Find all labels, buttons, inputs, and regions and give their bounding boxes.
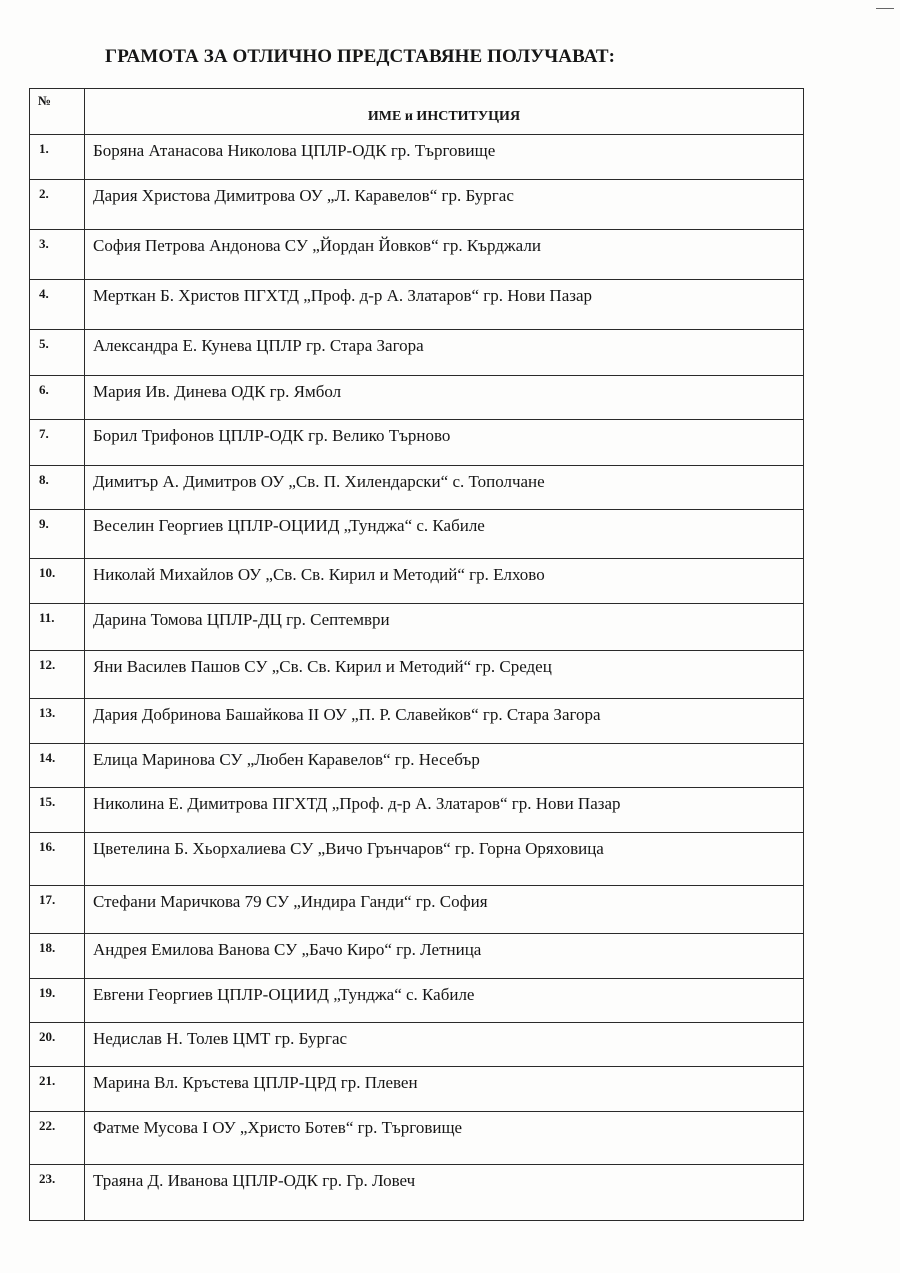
award-recipients-table (29, 88, 804, 1221)
row-name-institution: Дарина Томова ЦПЛР-ДЦ гр. Септември (85, 604, 804, 651)
table-row (30, 420, 804, 466)
row-name-institution: Николина Е. Димитрова ПГХТД „Проф. д-р А. Златаров“ гр. Нови Пазар (85, 788, 804, 833)
row-name-institution: Цветелина Б. Хьорхалиева СУ „Вичо Грънчаров“ гр. Горна Оряховица (85, 833, 804, 886)
row-name-institution: Траяна Д. Иванова ЦПЛР-ОДК гр. Гр. Ловеч (85, 1165, 804, 1221)
table-row (30, 1067, 804, 1112)
row-number: 12. (30, 651, 85, 699)
table-row (30, 651, 804, 699)
table-header-row (30, 89, 804, 135)
row-name-institution: Елица Маринова СУ „Любен Каравелов“ гр. Несебър (85, 744, 804, 788)
table-row (30, 1165, 804, 1221)
row-number: 5. (30, 330, 85, 376)
row-name-institution: Стефани Маричкова 79 СУ „Индира Ганди“ гр. София (85, 886, 804, 934)
row-name-institution: Марина Вл. Кръстева ЦПЛР-ЦРД гр. Плевен (85, 1067, 804, 1112)
row-name-institution: Андрея Емилова Ванова СУ „Бачо Киро“ гр. Летница (85, 934, 804, 979)
table-row (30, 559, 804, 604)
row-name-institution: Веселин Георгиев ЦПЛР-ОЦИИД „Тунджа“ с. Кабиле (85, 510, 804, 559)
table-row (30, 979, 804, 1023)
row-number: 21. (30, 1067, 85, 1112)
row-number: 18. (30, 934, 85, 979)
row-name-institution: Яни Василев Пашов СУ „Св. Св. Кирил и Методий“ гр. Средец (85, 651, 804, 699)
row-name-institution: Недислав Н. Толев ЦМТ гр. Бургас (85, 1023, 804, 1067)
table-row (30, 699, 804, 744)
table-row (30, 788, 804, 833)
row-number: 8. (30, 466, 85, 510)
table-row (30, 376, 804, 420)
row-number: 16. (30, 833, 85, 886)
table-row (30, 1023, 804, 1067)
row-number: 11. (30, 604, 85, 651)
row-name-institution: Александра Е. Кунева ЦПЛР гр. Стара Загора (85, 330, 804, 376)
row-number: 9. (30, 510, 85, 559)
row-number: 13. (30, 699, 85, 744)
row-name-institution: Дария Христова Димитрова ОУ „Л. Каравелов“ гр. Бургас (85, 180, 804, 230)
table-row (30, 466, 804, 510)
row-number: 19. (30, 979, 85, 1023)
row-name-institution: Николай Михайлов ОУ „Св. Св. Кирил и Методий“ гр. Елхово (85, 559, 804, 604)
row-name-institution: Мария Ив. Динева ОДК гр. Ямбол (85, 376, 804, 420)
row-number: 15. (30, 788, 85, 833)
row-name-institution: Мерткан Б. Христов ПГХТД „Проф. д-р А. Златаров“ гр. Нови Пазар (85, 280, 804, 330)
row-number: 17. (30, 886, 85, 934)
row-number: 7. (30, 420, 85, 466)
row-number: 14. (30, 744, 85, 788)
table-row (30, 230, 804, 280)
row-number: 1. (30, 135, 85, 180)
table-row (30, 1112, 804, 1165)
table-row (30, 934, 804, 979)
document-title: ГРАМОТА ЗА ОТЛИЧНО ПРЕДСТАВЯНЕ ПОЛУЧАВАТ: (105, 46, 616, 67)
table-row (30, 510, 804, 559)
table-row (30, 280, 804, 330)
row-name-institution: София Петрова Андонова СУ „Йордан Йовков“ гр. Кърджали (85, 230, 804, 280)
row-number: 4. (30, 280, 85, 330)
header-name-institution: ИМЕ и ИНСТИТУЦИЯ (85, 89, 804, 135)
table-row (30, 833, 804, 886)
row-number: 22. (30, 1112, 85, 1165)
row-number: 10. (30, 559, 85, 604)
table-row (30, 604, 804, 651)
table-row (30, 744, 804, 788)
row-number: 2. (30, 180, 85, 230)
table-row (30, 135, 804, 180)
row-name-institution: Борил Трифонов ЦПЛР-ОДК гр. Велико Търново (85, 420, 804, 466)
table-row (30, 330, 804, 376)
row-number: 23. (30, 1165, 85, 1221)
row-name-institution: Димитър А. Димитров ОУ „Св. П. Хилендарски“ с. Тополчане (85, 466, 804, 510)
row-name-institution: Дария Добринова Башайкова II ОУ „П. Р. Славейков“ гр. Стара Загора (85, 699, 804, 744)
header-number: № (30, 89, 85, 135)
row-number: 3. (30, 230, 85, 280)
table-row (30, 180, 804, 230)
row-name-institution: Евгени Георгиев ЦПЛР-ОЦИИД „Тунджа“ с. Кабиле (85, 979, 804, 1023)
scan-edge-mark (876, 8, 894, 9)
row-name-institution: Фатме Мусова I ОУ „Христо Ботев“ гр. Търговище (85, 1112, 804, 1165)
row-name-institution: Боряна Атанасова Николова ЦПЛР-ОДК гр. Търговище (85, 135, 804, 180)
row-number: 6. (30, 376, 85, 420)
table-row (30, 886, 804, 934)
row-number: 20. (30, 1023, 85, 1067)
